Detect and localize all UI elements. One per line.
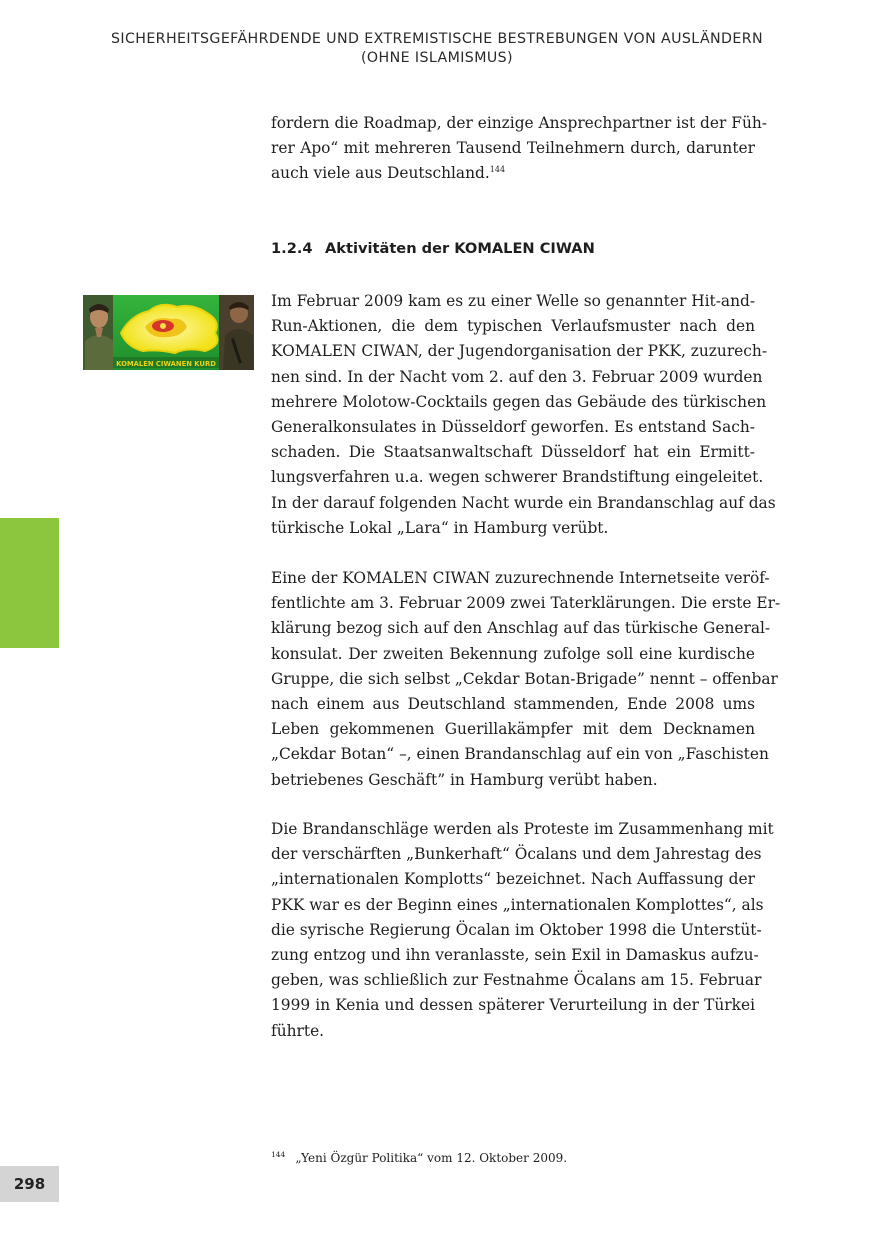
text-line: „Cekdar Botan“ –, einen Brandanschlag auf ein von „Faschisten <box>271 745 769 764</box>
text-line: geben, was schließlich zur Festnahme Öcalans am 15. Februar <box>271 971 762 990</box>
fighter-portrait-right <box>219 295 254 370</box>
text-line: mehrere Molotow-Cocktails gegen das Gebäude des türkischen <box>271 392 767 411</box>
text-line: Run-Aktionen, die dem typischen Verlaufsmuster nach den <box>271 317 755 336</box>
running-head-line-2: (OHNE ISLAMISMUS) <box>361 50 513 66</box>
section-heading <box>271 240 595 257</box>
text-line: PKK war es der Beginn eines „internationalen Komplottes“, als <box>271 895 764 914</box>
text-line: zung entzog und ihn veranlasste, sein Exil in Damaskus aufzu- <box>271 945 759 964</box>
text-line: der verschärften „Bunkerhaft“ Öcalans und dem Jahrestag des <box>271 845 762 864</box>
text-line: Leben gekommenen Guerillakämpfer mit dem Decknamen <box>271 720 755 739</box>
text-line: lungsverfahren u.a. wegen schwerer Brandstiftung eingeleitet. <box>271 468 764 487</box>
text-line: KOMALEN CIWAN, der Jugendorganisation der PKK, zuzurech- <box>271 342 768 361</box>
paragraph-3 <box>271 817 774 1044</box>
text-line: klärung bezog sich auf den Anschlag auf das türkische General- <box>271 619 771 638</box>
text-line: Die Brandanschläge werden als Proteste im Zusammenhang mit <box>271 820 774 838</box>
text-line <box>271 161 755 186</box>
text-line: 1999 in Kenia und dessen späterer Verurteilung in der Türkei <box>271 996 755 1015</box>
text-line: fordern die Roadmap, der einzige Ansprechpartner ist der Füh- <box>271 114 767 132</box>
text-line: Gruppe, die sich selbst „Cekdar Botan-Brigade” nennt – offenbar <box>271 669 778 688</box>
text-line: türkische Lokal „Lara“ in Hamburg verübt. <box>271 518 609 537</box>
footnote-text: „Yeni Özgür Politika“ vom 12. Oktober 2009. <box>295 1151 568 1165</box>
text-line: Generalkonsulates in Düsseldorf geworfen. Es entstand Sach- <box>271 417 755 436</box>
footnote <box>271 1150 567 1165</box>
page-number: 298 <box>0 1166 59 1202</box>
text-line: nach einem aus Deutschland stammenden, Ende 2008 ums <box>271 694 755 713</box>
text-line: „internationalen Komplotts“ bezeichnet. Nach Auffassung der <box>271 870 755 889</box>
komalen-ciwan-banner-image <box>83 295 254 370</box>
text-line: Im Februar 2009 kam es zu einer Welle so genannter Hit-and- <box>271 292 756 310</box>
text-line-content: auch viele aus Deutschland. <box>271 164 490 183</box>
section-title: Aktivitäten der KOMALEN CIWAN <box>325 240 595 257</box>
footnote-reference[interactable]: 144 <box>489 165 506 175</box>
text-line: rer Apo“ mit mehreren Tausend Teilnehmern durch, darunter <box>271 139 755 158</box>
text-line: die syrische Regierung Öcalan im Oktober 1998 die Unterstüt- <box>271 920 762 939</box>
text-line: nen sind. In der Nacht vom 2. auf den 3. Februar 2009 wurden <box>271 367 763 386</box>
text-line: betriebenes Geschäft” in Hamburg verübt haben. <box>271 770 658 789</box>
text-line: schaden. Die Staatsanwaltschaft Düsseldorf hat ein Ermitt- <box>271 443 755 462</box>
text-line: fentlichte am 3. Februar 2009 zwei Taterklärungen. Die erste Er- <box>271 594 781 613</box>
section-number: 1.2.4 <box>271 240 313 257</box>
running-head <box>0 30 874 68</box>
intro-paragraph <box>271 111 767 187</box>
running-head-line-1: SICHERHEITSGEFÄHRDENDE UND EXTREMISTISCHE BESTREBUNGEN VON AUSLÄNDERN <box>110 31 764 47</box>
text-line: konsulat. Der zweiten Bekennung zufolge soll eine kurdische <box>271 644 755 663</box>
text-line: führte. <box>271 1021 325 1040</box>
fighter-portrait-left <box>83 295 113 370</box>
text-line: Eine der KOMALEN CIWAN zuzurechnende Internetseite veröf- <box>271 569 770 587</box>
text-line: In der darauf folgenden Nacht wurde ein Brandanschlag auf das <box>271 493 776 512</box>
paragraph-1 <box>271 289 776 541</box>
footnote-number: 144 <box>271 1150 286 1159</box>
chapter-side-tab <box>0 518 59 648</box>
banner-caption: KOMALEN CIWANEN KURD <box>116 360 216 368</box>
paragraph-2 <box>271 566 781 793</box>
